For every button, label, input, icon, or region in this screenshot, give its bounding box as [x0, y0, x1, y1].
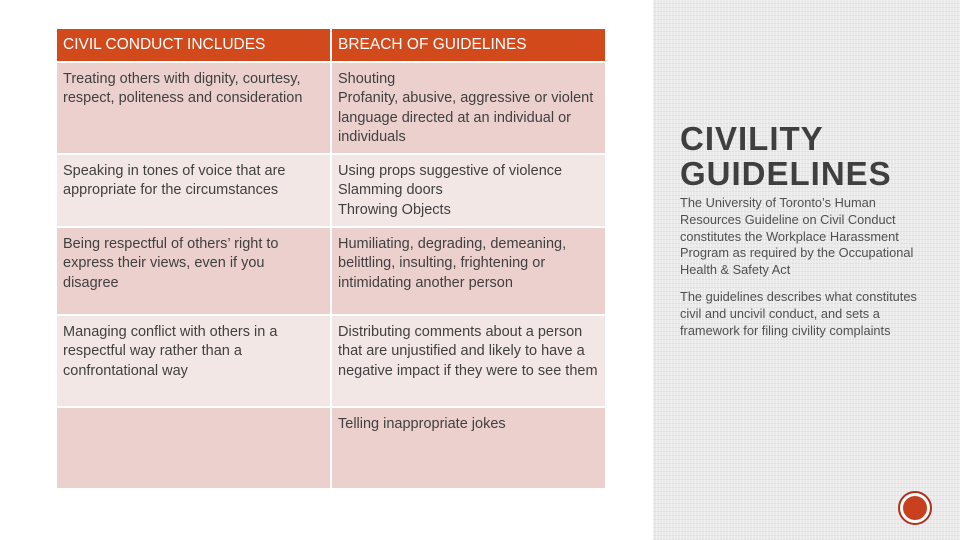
cell-text: Using props suggestive of violence	[338, 163, 563, 180]
cell-text: Distributing comments about a person that are unjustified and likely to have a negative impact if they were to see them	[338, 324, 598, 379]
cell-text: Being respectful of others’ right to express their views, even if you disagree	[63, 236, 279, 291]
table-cell-civil-empty	[56, 407, 331, 489]
description-paragraph-2: The guidelines describes what constitutes civil and uncivil conduct, and sets a framework for filing civility complaints	[680, 289, 917, 338]
table-row	[56, 407, 606, 489]
table-cell-breach	[331, 62, 606, 154]
table-cell-civil	[56, 315, 331, 407]
cell-text: Throwing Objects	[338, 201, 451, 218]
table-header-row	[56, 28, 606, 62]
header-civil-conduct: CIVIL CONDUCT INCLUDES	[56, 28, 331, 62]
table-row	[56, 227, 606, 315]
cell-text: Treating others with dignity, courtesy, respect, politeness and consideration	[63, 71, 303, 107]
table-cell-breach	[331, 407, 606, 489]
slide-title	[680, 121, 950, 191]
cell-text: Profanity, abusive, aggressive or violent language directed at an individual or individuals	[338, 90, 594, 145]
table-cell-breach	[331, 154, 606, 227]
cell-text: Shouting	[338, 71, 396, 87]
table-cell-breach	[331, 227, 606, 315]
cell-text: Managing conflict with others in a respectful way rather than a confrontational way	[63, 324, 278, 379]
conduct-table	[55, 27, 607, 490]
table-row	[56, 154, 606, 227]
slide-number-badge	[898, 491, 932, 525]
cell-text: Speaking in tones of voice that are appropriate for the circumstances	[63, 163, 286, 199]
header-breach: BREACH OF GUIDELINES	[331, 28, 606, 62]
title-line-2: GUIDELINES	[680, 155, 892, 192]
table-row	[56, 315, 606, 407]
cell-text: Humiliating, degrading, demeaning, belittling, insulting, frightening or intimidating another person	[338, 236, 567, 291]
description-paragraph-1: The University of Toronto’s Human Resources Guideline on Civil Conduct constitutes the Workplace Harassment Program as required by the Occupational Health & Safety Act	[680, 195, 914, 278]
title-line-1: CIVILITY	[680, 120, 824, 157]
table-cell-breach	[331, 315, 606, 407]
table-cell-civil	[56, 227, 331, 315]
badge-inner-circle	[903, 496, 927, 520]
table-cell-civil	[56, 154, 331, 227]
cell-text: Slamming doors	[338, 182, 443, 199]
table-row	[56, 62, 606, 154]
table-cell-civil	[56, 62, 331, 154]
cell-text: Telling inappropriate jokes	[338, 416, 506, 433]
